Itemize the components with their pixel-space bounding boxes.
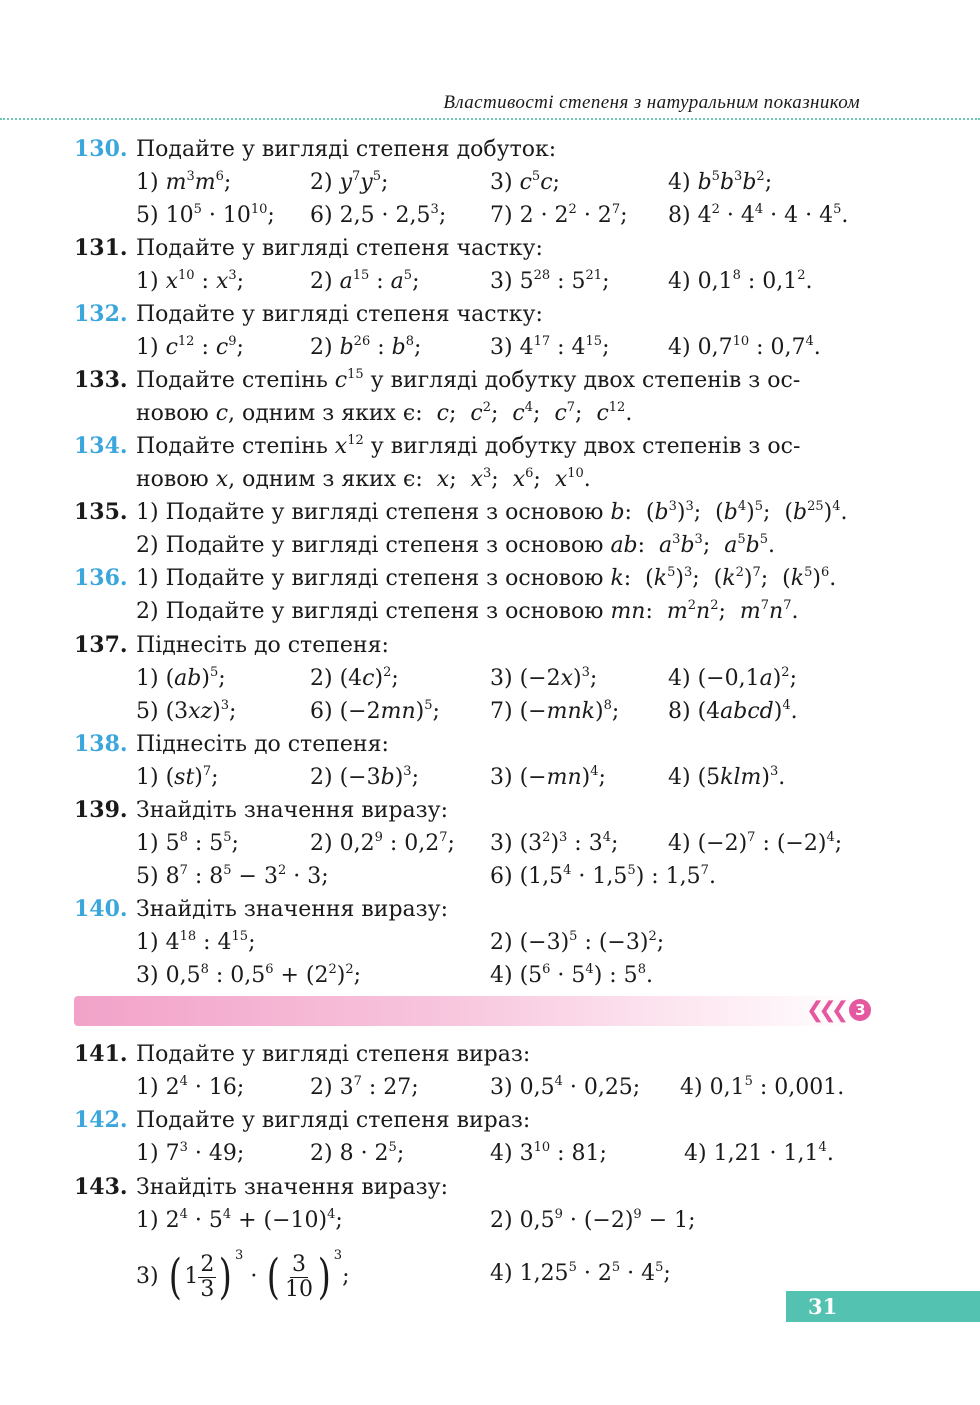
- task-number: 137.: [74, 632, 128, 658]
- task-text: Подайте у вигляді степеня вираз:: [136, 1042, 531, 1067]
- task-number: 135.: [74, 499, 128, 525]
- task-number: 138.: [74, 731, 128, 757]
- fraction-expression: 3) ( 1 $\frac{2}{3}$ ) $^3$ · ( $\frac{3}{10}$ ) $^3$;: [136, 1248, 350, 1305]
- task-138: [74, 728, 874, 794]
- task-131: [74, 232, 874, 298]
- task-number: 134.: [74, 433, 128, 459]
- exercise-row: 5) $(3xz)^3$; 6) $(-2mn)^5$; 7) $(-mnk)^8$; 8) (4abcd)$^4$.: [136, 698, 798, 724]
- task-135: 135. 1) Подайте у вигляді степеня з основою b: $(b^3)^3$; $(b^4)^5$; $(b^{25})^4$. 2) Подайте у вигляді степеня з основою ab: $a^3b^3$; $a^5b^5$.: [74, 496, 874, 562]
- exercise-row: 1) $2^4 \cdot 16$; 2) $3^7$ : 27; 3) $0,5^4 \cdot 0,25$; 4) $0,1^5$ : 0,001.: [136, 1074, 845, 1100]
- exercise-row: 3) $0,5^8$ : $0,5^6 + (2^2)^2$; 4) $(5^6 \cdot 5^4)$ : $5^8$.: [136, 962, 653, 988]
- task-140: [74, 893, 874, 992]
- task-number: 142.: [74, 1107, 128, 1133]
- task-141: [74, 1038, 874, 1104]
- exercise-row: 5) $10^5 \cdot 10^{10}$; 6) $2,5 \cdot 2,5^3$; 7) $2 \cdot 2^2 \cdot 2^7$; 8) $4^2 \cdot 4^4 \cdot 4 \cdot 4^5$.: [136, 202, 849, 228]
- task-number: 130.: [74, 136, 128, 162]
- task-text: Подайте у вигляді степеня частку:: [136, 302, 543, 327]
- header-title: Властивості степеня з натуральним показником: [443, 92, 860, 113]
- level-number: 3: [849, 999, 871, 1021]
- task-text: Піднесіть до степеня:: [136, 732, 389, 757]
- task-130: [74, 133, 874, 232]
- task-text: Знайдіть значення виразу:: [136, 1175, 449, 1200]
- task-number: 133.: [74, 367, 128, 393]
- task-142: [74, 1104, 874, 1170]
- chevrons-left-icon: ❮❮❮: [806, 997, 844, 1023]
- task-number: 139.: [74, 797, 128, 823]
- task-text: Подайте у вигляді степеня вираз:: [136, 1108, 531, 1133]
- level-divider-bar: [74, 996, 860, 1026]
- task-136: 136. 1) Подайте у вигляді степеня з основою k: $(k^5)^3$; $(k^2)^7$; $(k^5)^6$. 2) Подайте у вигляді степеня з основою mn: $m^2n^2$; $m^7n^7$.: [74, 562, 874, 628]
- task-text: Знайдіть значення виразу:: [136, 897, 449, 922]
- exercise-row: 1) $7^3 \cdot 49$; 2) $8 \cdot 2^5$; 4) $3^{10}$ : 81; 4) $1,21 \cdot 1,1^4$.: [136, 1140, 834, 1166]
- exercise-row: 1) $x^{10}$ : $x^3$; 2) $a^{15}$ : $a^5$; 3) $5^{28}$ : $5^{21}$; 4) $0,1^8$ : $0,1^2$.: [136, 268, 813, 294]
- task-text: Знайдіть значення виразу:: [136, 798, 449, 823]
- task-132: [74, 298, 874, 364]
- task-number: 140.: [74, 896, 128, 922]
- task-143: [74, 1171, 874, 1317]
- running-header: [0, 88, 980, 120]
- task-137: [74, 629, 874, 728]
- task-number: 136.: [74, 565, 128, 591]
- exercise-row: 5) $8^7$ : $8^5 - 3^2 \cdot 3$; 6) $(1,5^4 \cdot 1,5^5)$ : $1,5^7$.: [136, 863, 716, 889]
- page-number: 31: [786, 1291, 980, 1322]
- task-text: Подайте у вигляді степеня частку:: [136, 236, 543, 261]
- task-134: 134. Подайте степінь $x^{12}$ у вигляді добутку двох степенів з ос- новою x, одним з яких є: x; $x^3$; $x^6$; $x^{10}$.: [74, 430, 874, 496]
- level-badge: [806, 998, 871, 1022]
- exercise-row: 1) $2^4 \cdot 5^4 + (-10)^4$; 2) $0,5^9 \cdot (-2)^9 - 1$;: [136, 1207, 696, 1233]
- task-139: [74, 794, 874, 893]
- task-number: 141.: [74, 1041, 128, 1067]
- task-number: 143.: [74, 1174, 128, 1200]
- exercise-row: 1) $4^{18}$ : $4^{15}$; 2) $(-3)^5$ : $(-3)^2$;: [136, 929, 665, 955]
- task-133: 133. Подайте степінь $c^{15}$ у вигляді добутку двох степенів з ос- новою c, одним з яких є: c; $c^2$; $c^4$; $c^7$; $c^{12}$.: [74, 364, 874, 430]
- exercise-row: 1) $c^{12}$ : $c^9$; 2) $b^{26}$ : $b^8$; 3) $4^{17}$ : $4^{15}$; 4) $0,7^{10}$ : $0,7^4$.: [136, 334, 821, 360]
- task-text: Піднесіть до степеня:: [136, 633, 389, 658]
- exercise-row: 1) (ab)$^5$; 2) $(4c)^2$; 3) $(-2x)^3$; 4) $(-0,1a)^2$;: [136, 665, 797, 691]
- exercise-row: 3) ( 1 $\frac{2}{3}$ ) $^3$ · ( $\frac{3}{10}$ ) $^3$; 4) $1,25^5 \cdot 2^5 \cdot 4^5$;: [136, 1248, 671, 1305]
- task-text: Подайте у вигляді степеня добуток:: [136, 137, 557, 162]
- exercise-row: 1) (st)$^7$; 2) $(-3b)^3$; 3) $(-mn)^4$; 4) $(5klm)^3$.: [136, 764, 786, 790]
- task-number: 132.: [74, 301, 128, 327]
- exercise-row: 1) $5^8$ : $5^5$; 2) $0,2^9$ : $0,2^7$; 3) $(3^2)^3$ : $3^4$; 4) $(-2)^7$ : $(-2)^4$;: [136, 830, 843, 856]
- task-number: 131.: [74, 235, 128, 261]
- exercise-row: 1) $m^3m^6$; 2) $y^7y^5$; 3) $c^5c$; 4) $b^5b^3b^2$;: [136, 169, 773, 195]
